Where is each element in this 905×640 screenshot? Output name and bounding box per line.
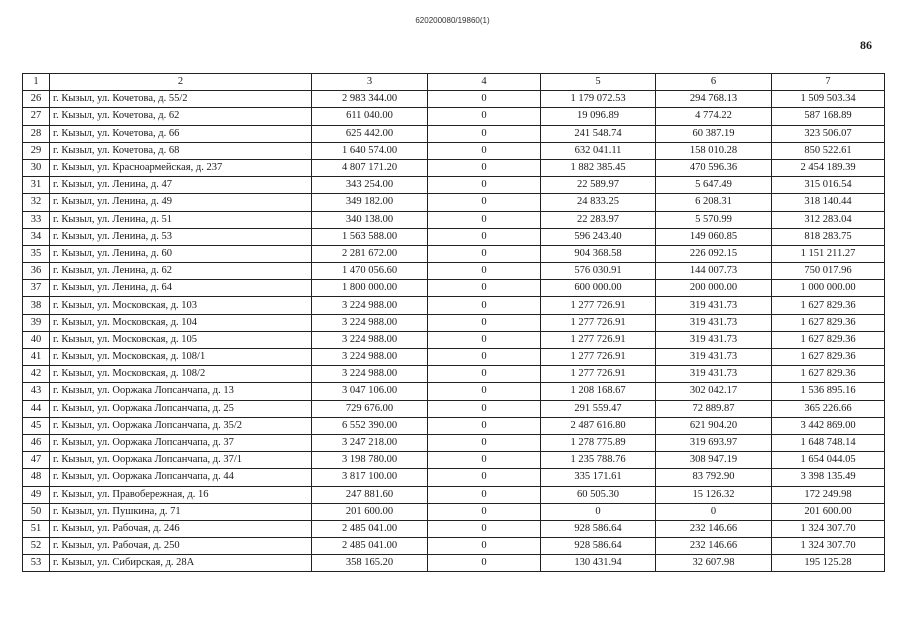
table-cell-col-1: 32 (23, 194, 50, 211)
table-cell-col-6: 6 208.31 (656, 194, 772, 211)
table-cell-col-6: 60 387.19 (656, 125, 772, 142)
table-cell-col-3: 343 254.00 (312, 177, 428, 194)
table-cell-col-6: 83 792.90 (656, 469, 772, 486)
table-cell-col-2: г. Кызыл, ул. Ленина, д. 62 (50, 263, 312, 280)
table-cell-col-7: 587 168.89 (772, 108, 885, 125)
table-cell-col-3: 358 165.20 (312, 555, 428, 572)
table-cell-col-2: г. Кызыл, ул. Ооржака Лопсанчапа, д. 25 (50, 400, 312, 417)
table-cell-col-2: г. Кызыл, ул. Московская, д. 108/1 (50, 349, 312, 366)
table-row (23, 280, 885, 297)
table-cell-col-5: 291 559.47 (541, 400, 656, 417)
table-row (23, 314, 885, 331)
table-cell-col-1: 28 (23, 125, 50, 142)
table-row (23, 486, 885, 503)
table-row (23, 108, 885, 125)
table-cell-col-2: г. Кызыл, ул. Ооржака Лопсанчапа, д. 37 (50, 434, 312, 451)
table-cell-col-5: 1 235 788.76 (541, 452, 656, 469)
table-cell-col-4: 0 (428, 538, 541, 555)
table-cell-col-7: 1 627 829.36 (772, 366, 885, 383)
table-cell-col-2: г. Кызыл, ул. Рабочая, д. 250 (50, 538, 312, 555)
table-cell-col-3: 3 224 988.00 (312, 366, 428, 383)
table-cell-col-5: 928 586.64 (541, 538, 656, 555)
table-cell-col-4: 0 (428, 194, 541, 211)
table-cell-col-2: г. Кызыл, ул. Правобережная, д. 16 (50, 486, 312, 503)
table-cell-col-7: 195 125.28 (772, 555, 885, 572)
data-table (22, 73, 885, 572)
table-cell-col-2: г. Кызыл, ул. Ооржака Лопсанчапа, д. 37/1 (50, 452, 312, 469)
table-cell-col-7: 172 249.98 (772, 486, 885, 503)
table-cell-col-3: 625 442.00 (312, 125, 428, 142)
table-row (23, 349, 885, 366)
table-cell-col-4: 0 (428, 469, 541, 486)
table-cell-col-1: 27 (23, 108, 50, 125)
table-cell-col-1: 39 (23, 314, 50, 331)
table-cell-col-3: 349 182.00 (312, 194, 428, 211)
table-cell-col-6: 302 042.17 (656, 383, 772, 400)
table-cell-col-4: 0 (428, 349, 541, 366)
table-cell-col-3: 3 247 218.00 (312, 434, 428, 451)
table-cell-col-3: 2 485 041.00 (312, 538, 428, 555)
table-cell-col-6: 0 (656, 503, 772, 520)
table-cell-col-2: г. Кызыл, ул. Ооржака Лопсанчапа, д. 44 (50, 469, 312, 486)
table-cell-col-7: 818 283.75 (772, 228, 885, 245)
table-cell-col-6: 319 693.97 (656, 434, 772, 451)
table-cell-col-1: 30 (23, 159, 50, 176)
table-row (23, 383, 885, 400)
table-cell-col-5: 1 277 726.91 (541, 349, 656, 366)
table-cell-col-5: 22 589.97 (541, 177, 656, 194)
table-cell-col-7: 201 600.00 (772, 503, 885, 520)
table-cell-col-4: 0 (428, 555, 541, 572)
table-cell-col-6: 226 092.15 (656, 245, 772, 262)
table-cell-col-3: 3 224 988.00 (312, 314, 428, 331)
table-cell-col-3: 1 800 000.00 (312, 280, 428, 297)
table-cell-col-3: 2 485 041.00 (312, 520, 428, 537)
table-cell-col-4: 0 (428, 486, 541, 503)
table-cell-col-6: 5 647.49 (656, 177, 772, 194)
table-cell-col-7: 1 627 829.36 (772, 297, 885, 314)
table-cell-col-4: 0 (428, 280, 541, 297)
table-cell-col-6: 621 904.20 (656, 417, 772, 434)
table-cell-col-7: 318 140.44 (772, 194, 885, 211)
table-cell-col-7: 1 324 307.70 (772, 520, 885, 537)
table-cell-col-7: 323 506.07 (772, 125, 885, 142)
table-cell-col-7: 750 017.96 (772, 263, 885, 280)
table-cell-col-4: 0 (428, 383, 541, 400)
table-cell-col-5: 1 278 775.89 (541, 434, 656, 451)
table-cell-col-1: 41 (23, 349, 50, 366)
table-cell-col-5: 596 243.40 (541, 228, 656, 245)
table-cell-col-4: 0 (428, 228, 541, 245)
table-cell-col-5: 1 277 726.91 (541, 297, 656, 314)
table-cell-col-7: 3 398 135.49 (772, 469, 885, 486)
column-header-6: 6 (656, 74, 772, 91)
table-cell-col-1: 36 (23, 263, 50, 280)
table-cell-col-6: 470 596.36 (656, 159, 772, 176)
table-cell-col-3: 340 138.00 (312, 211, 428, 228)
table-cell-col-4: 0 (428, 211, 541, 228)
column-header-2: 2 (50, 74, 312, 91)
table-cell-col-6: 158 010.28 (656, 142, 772, 159)
table-cell-col-6: 308 947.19 (656, 452, 772, 469)
table-cell-col-3: 3 224 988.00 (312, 349, 428, 366)
table-cell-col-6: 149 060.85 (656, 228, 772, 245)
table-cell-col-2: г. Кызыл, ул. Красноармейская, д. 237 (50, 159, 312, 176)
table-cell-col-1: 47 (23, 452, 50, 469)
column-header-5: 5 (541, 74, 656, 91)
table-cell-col-4: 0 (428, 245, 541, 262)
table-row (23, 125, 885, 142)
table-row (23, 91, 885, 108)
table-cell-col-2: г. Кызыл, ул. Ооржака Лопсанчапа, д. 35/2 (50, 417, 312, 434)
table-cell-col-2: г. Кызыл, ул. Ленина, д. 64 (50, 280, 312, 297)
table-cell-col-7: 1 627 829.36 (772, 349, 885, 366)
table-cell-col-7: 1 648 748.14 (772, 434, 885, 451)
table-cell-col-4: 0 (428, 297, 541, 314)
table-cell-col-4: 0 (428, 159, 541, 176)
table-cell-col-1: 49 (23, 486, 50, 503)
table-cell-col-5: 600 000.00 (541, 280, 656, 297)
table-row (23, 297, 885, 314)
table-cell-col-7: 315 016.54 (772, 177, 885, 194)
table-cell-col-7: 850 522.61 (772, 142, 885, 159)
table-cell-col-1: 46 (23, 434, 50, 451)
table-row (23, 142, 885, 159)
table-cell-col-1: 50 (23, 503, 50, 520)
table-cell-col-2: г. Кызыл, ул. Кочетова, д. 66 (50, 125, 312, 142)
table-cell-col-7: 2 454 189.39 (772, 159, 885, 176)
table-cell-col-5: 904 368.58 (541, 245, 656, 262)
table-cell-col-7: 312 283.04 (772, 211, 885, 228)
table-cell-col-2: г. Кызыл, ул. Пушкина, д. 71 (50, 503, 312, 520)
table-cell-col-2: г. Кызыл, ул. Кочетова, д. 68 (50, 142, 312, 159)
table-cell-col-6: 294 768.13 (656, 91, 772, 108)
table-row (23, 228, 885, 245)
table-cell-col-4: 0 (428, 177, 541, 194)
table-cell-col-7: 1 509 503.34 (772, 91, 885, 108)
table-cell-col-1: 37 (23, 280, 50, 297)
table-cell-col-5: 928 586.64 (541, 520, 656, 537)
table-cell-col-4: 0 (428, 331, 541, 348)
table-cell-col-6: 72 889.87 (656, 400, 772, 417)
table-row (23, 400, 885, 417)
table-cell-col-1: 40 (23, 331, 50, 348)
table-cell-col-6: 144 007.73 (656, 263, 772, 280)
table-cell-col-5: 60 505.30 (541, 486, 656, 503)
table-cell-col-7: 1 654 044.05 (772, 452, 885, 469)
table-cell-col-3: 1 563 588.00 (312, 228, 428, 245)
table-cell-col-6: 319 431.73 (656, 331, 772, 348)
table-cell-col-5: 335 171.61 (541, 469, 656, 486)
page-number: 86 (860, 38, 872, 52)
table-cell-col-3: 3 224 988.00 (312, 331, 428, 348)
table-cell-col-3: 247 881.60 (312, 486, 428, 503)
table-cell-col-1: 45 (23, 417, 50, 434)
table-cell-col-1: 29 (23, 142, 50, 159)
table-cell-col-4: 0 (428, 503, 541, 520)
table-cell-col-2: г. Кызыл, ул. Сибирская, д. 28А (50, 555, 312, 572)
table-cell-col-2: г. Кызыл, ул. Ленина, д. 51 (50, 211, 312, 228)
table-cell-col-1: 34 (23, 228, 50, 245)
table-cell-col-5: 2 487 616.80 (541, 417, 656, 434)
table-cell-col-6: 200 000.00 (656, 280, 772, 297)
table-cell-col-4: 0 (428, 91, 541, 108)
column-header-3: 3 (312, 74, 428, 91)
table-cell-col-3: 2 281 672.00 (312, 245, 428, 262)
table-row (23, 434, 885, 451)
table-cell-col-7: 1 000 000.00 (772, 280, 885, 297)
table-cell-col-6: 232 146.66 (656, 520, 772, 537)
table-cell-col-2: г. Кызыл, ул. Московская, д. 105 (50, 331, 312, 348)
table-cell-col-3: 3 817 100.00 (312, 469, 428, 486)
table-cell-col-6: 319 431.73 (656, 366, 772, 383)
table-cell-col-4: 0 (428, 417, 541, 434)
table-row (23, 245, 885, 262)
table-cell-col-2: г. Кызыл, ул. Ленина, д. 49 (50, 194, 312, 211)
table-row (23, 555, 885, 572)
table-cell-col-3: 1 470 056.60 (312, 263, 428, 280)
table-cell-col-3: 4 807 171.20 (312, 159, 428, 176)
table-cell-col-1: 48 (23, 469, 50, 486)
table-cell-col-1: 26 (23, 91, 50, 108)
table-cell-col-2: г. Кызыл, ул. Московская, д. 103 (50, 297, 312, 314)
table-row (23, 263, 885, 280)
table-cell-col-4: 0 (428, 452, 541, 469)
table-cell-col-7: 365 226.66 (772, 400, 885, 417)
table-cell-col-4: 0 (428, 263, 541, 280)
table-cell-col-2: г. Кызыл, ул. Московская, д. 104 (50, 314, 312, 331)
table-row (23, 469, 885, 486)
table-cell-col-5: 1 277 726.91 (541, 314, 656, 331)
table-cell-col-1: 35 (23, 245, 50, 262)
table-row (23, 520, 885, 537)
table-row (23, 503, 885, 520)
table-cell-col-1: 44 (23, 400, 50, 417)
table-cell-col-6: 319 431.73 (656, 297, 772, 314)
table-cell-col-2: г. Кызыл, ул. Рабочая, д. 246 (50, 520, 312, 537)
column-header-1: 1 (23, 74, 50, 91)
table-cell-col-5: 0 (541, 503, 656, 520)
column-header-7: 7 (772, 74, 885, 91)
table-cell-col-3: 6 552 390.00 (312, 417, 428, 434)
table-body (23, 91, 885, 572)
table-cell-col-2: г. Кызыл, ул. Ленина, д. 47 (50, 177, 312, 194)
table-cell-col-4: 0 (428, 520, 541, 537)
table-row (23, 331, 885, 348)
table-row (23, 452, 885, 469)
table-cell-col-5: 1 277 726.91 (541, 366, 656, 383)
table-cell-col-4: 0 (428, 108, 541, 125)
table-cell-col-3: 1 640 574.00 (312, 142, 428, 159)
table-cell-col-6: 32 607.98 (656, 555, 772, 572)
table-cell-col-2: г. Кызыл, ул. Кочетова, д. 55/2 (50, 91, 312, 108)
table-cell-col-4: 0 (428, 400, 541, 417)
table-cell-col-2: г. Кызыл, ул. Ленина, д. 53 (50, 228, 312, 245)
table-cell-col-1: 51 (23, 520, 50, 537)
table-row (23, 538, 885, 555)
table-cell-col-7: 3 442 869.00 (772, 417, 885, 434)
table-row (23, 417, 885, 434)
document-id: 620200080/19860(1) (415, 16, 490, 25)
table-cell-col-7: 1 627 829.36 (772, 331, 885, 348)
table-cell-col-3: 3 047 106.00 (312, 383, 428, 400)
table-cell-col-5: 1 179 072.53 (541, 91, 656, 108)
table-cell-col-3: 201 600.00 (312, 503, 428, 520)
table-cell-col-3: 611 040.00 (312, 108, 428, 125)
table-cell-col-1: 38 (23, 297, 50, 314)
table-cell-col-1: 52 (23, 538, 50, 555)
table-row (23, 211, 885, 228)
table-cell-col-4: 0 (428, 434, 541, 451)
table-row (23, 159, 885, 176)
table-cell-col-6: 15 126.32 (656, 486, 772, 503)
table-cell-col-5: 241 548.74 (541, 125, 656, 142)
table-cell-col-5: 22 283.97 (541, 211, 656, 228)
table-cell-col-7: 1 324 307.70 (772, 538, 885, 555)
table-cell-col-7: 1 536 895.16 (772, 383, 885, 400)
table-cell-col-7: 1 151 211.27 (772, 245, 885, 262)
table-cell-col-7: 1 627 829.36 (772, 314, 885, 331)
table-cell-col-1: 33 (23, 211, 50, 228)
table-cell-col-5: 130 431.94 (541, 555, 656, 572)
table-cell-col-2: г. Кызыл, ул. Московская, д. 108/2 (50, 366, 312, 383)
table-cell-col-4: 0 (428, 366, 541, 383)
table-cell-col-4: 0 (428, 125, 541, 142)
table-cell-col-6: 232 146.66 (656, 538, 772, 555)
table-cell-col-5: 19 096.89 (541, 108, 656, 125)
table-cell-col-6: 5 570.99 (656, 211, 772, 228)
table-cell-col-4: 0 (428, 314, 541, 331)
table-cell-col-3: 2 983 344.00 (312, 91, 428, 108)
table-cell-col-1: 53 (23, 555, 50, 572)
table-cell-col-2: г. Кызыл, ул. Ленина, д. 60 (50, 245, 312, 262)
table-cell-col-1: 42 (23, 366, 50, 383)
table-cell-col-2: г. Кызыл, ул. Ооржака Лопсанчапа, д. 13 (50, 383, 312, 400)
table-cell-col-6: 319 431.73 (656, 349, 772, 366)
table-cell-col-5: 632 041.11 (541, 142, 656, 159)
table-cell-col-3: 3 198 780.00 (312, 452, 428, 469)
table-cell-col-6: 319 431.73 (656, 314, 772, 331)
table-cell-col-5: 1 208 168.67 (541, 383, 656, 400)
table-row (23, 366, 885, 383)
table-cell-col-1: 43 (23, 383, 50, 400)
table-cell-col-5: 1 277 726.91 (541, 331, 656, 348)
table-header-row (23, 74, 885, 91)
table-cell-col-3: 3 224 988.00 (312, 297, 428, 314)
table-cell-col-3: 729 676.00 (312, 400, 428, 417)
table-cell-col-5: 576 030.91 (541, 263, 656, 280)
table-cell-col-5: 1 882 385.45 (541, 159, 656, 176)
table-row (23, 194, 885, 211)
table-cell-col-5: 24 833.25 (541, 194, 656, 211)
table-row (23, 177, 885, 194)
table-cell-col-1: 31 (23, 177, 50, 194)
table-cell-col-2: г. Кызыл, ул. Кочетова, д. 62 (50, 108, 312, 125)
column-header-4: 4 (428, 74, 541, 91)
table-cell-col-4: 0 (428, 142, 541, 159)
table-cell-col-6: 4 774.22 (656, 108, 772, 125)
